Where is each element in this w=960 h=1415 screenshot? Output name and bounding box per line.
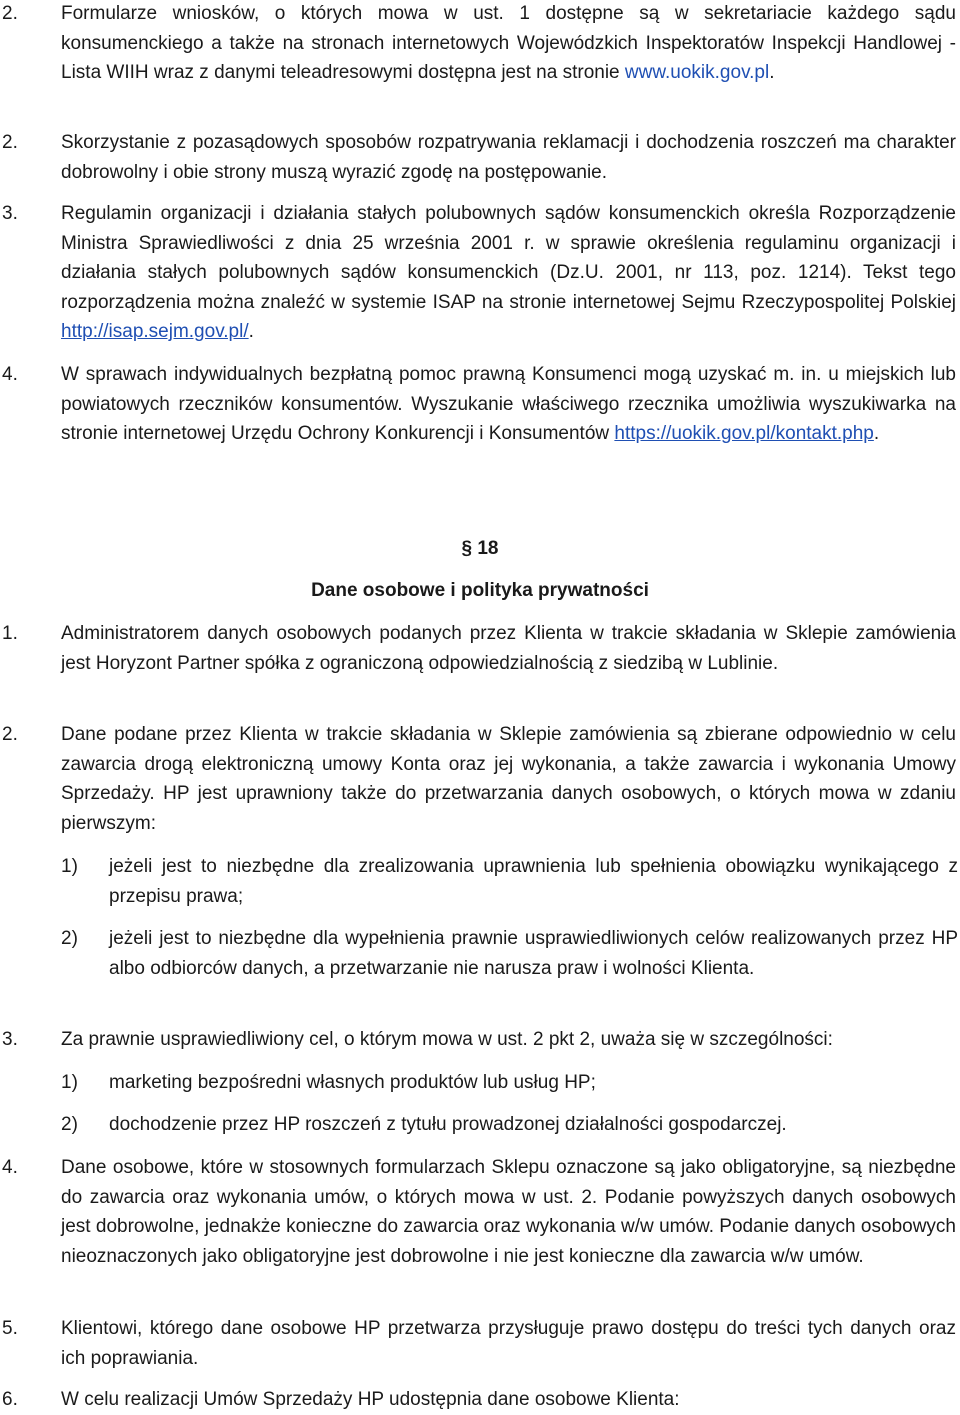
item-number: 6. (2, 1389, 18, 1410)
item-text: Klientowi, którego dane osobowe HP przetwarza przysługuje prawo dostępu do treści tych danych oraz ich poprawiania. (61, 1318, 956, 1369)
item-text-tail: . (769, 62, 775, 83)
item-text-content: W sprawach indywidualnych bezpłatną pomoc prawną Konsumenci mogą uzyskać m. in. u miejskich lub powiatowych rzeczników konsumentów. Wyszukanie właściwego rzecznika umożliwia wyszukiwarka na stronie internetowej Urzędu Ochrony Konkurencji i Konsumentów (61, 364, 956, 444)
item-number: 4. (2, 1157, 18, 1178)
sub-item-text: marketing bezpośredni własnych produktów lub usług HP; (109, 1072, 596, 1093)
item-text: Dane podane przez Klienta w trakcie składania w Sklepie zamówienia są zbierane odpowiednio w celu zawarcia drogą elektroniczną umowy Konta oraz jej wykonania, a także zawarcia i wykonania Umowy Sprzedaży. HP jest uprawniony także do przetwarzania danych osobowych, o których mowa w zdaniu pierwszym: (61, 724, 956, 834)
item-number: 5. (2, 1318, 18, 1339)
item-number: 4. (2, 364, 18, 385)
item-number: 3. (2, 1029, 18, 1050)
item-text-content: Regulamin organizacji i działania stałych polubownych sądów konsumenckich określa Rozporządzenie Ministra Sprawiedliwości z dnia 25 września 2001 r. w sprawie określenia regulaminu organizacji i działania stałych polubownych sądów konsumenckich (Dz.U. 2001, nr 113, poz. 1214). Tekst tego rozporządzenia można znaleźć w systemie ISAP na stronie internetowej Sejmu Rzeczypospolitej Polskiej (61, 203, 956, 313)
section-title: Dane osobowe i polityka prywatności (311, 580, 649, 601)
item-text: Za prawnie usprawiedliwiony cel, o którym mowa w ust. 2 pkt 2, uważa się w szczególności: (61, 1029, 833, 1050)
item-text: Administratorem danych osobowych podanych przez Klienta w trakcie składania w Sklepie zamówienia jest Horyzont Partner spółka z ograniczoną odpowiedzialnością z siedzibą w Lublinie. (61, 623, 956, 674)
uokik-contact-link[interactable]: https://uokik.gov.pl/kontakt.php (614, 423, 874, 444)
sub-item-number: 1) (61, 1072, 78, 1093)
item-text (61, 199, 956, 347)
item-number: 1. (2, 623, 18, 644)
sub-item-text: jeżeli jest to niezbędne dla wypełnienia prawnie usprawiedliwionych celów realizowanych przez HP albo odbiorców danych, a przetwarzanie nie narusza praw i wolności Klienta. (109, 928, 958, 979)
item-text (61, 0, 956, 88)
item-text: Dane osobowe, które w stosownych formularzach Sklepu oznaczone są jako obligatoryjne, są niezbędne do zawarcia oraz wykonania umów, o których mowa w ust. 2. Podanie powyższych danych osobowych jest dobrowolne, jednakże konieczne do zawarcia oraz wykonania w/w umów. Podanie danych osobowych nieoznaczonych jako obligatoryjne jest dobrowolne i nie jest konieczne dla zawarcia w/w umów. (61, 1157, 956, 1267)
item-number: 2. (2, 724, 18, 745)
item-text (61, 360, 956, 449)
sub-item-number: 2) (61, 1114, 78, 1135)
sub-item-text: jeżeli jest to niezbędne dla zrealizowania uprawnienia lub spełnienia obowiązku wynikającego z przepisu prawa; (109, 856, 958, 907)
item-text-content: Formularze wniosków, o których mowa w ust. 1 dostępne są w sekretariacie każdego sądu konsumenckiego a także na stronach internetowych Wojewódzkich Inspektoratów Inspekcji Handlowej - Lista WIIH wraz z danymi teleadresowymi dostępna jest na stronie (61, 3, 956, 83)
item-text-tail: . (248, 321, 254, 342)
uokik-link[interactable]: www.uokik.gov.pl (624, 62, 770, 83)
isap-link[interactable]: http://isap.sejm.gov.pl/ (61, 321, 249, 342)
item-text-tail: . (873, 423, 880, 444)
sub-item-number: 2) (61, 928, 78, 949)
item-number: 3. (2, 203, 18, 224)
item-number: 2. (2, 3, 18, 24)
sub-item-number: 1) (61, 856, 78, 877)
item-text: Skorzystanie z pozasądowych sposobów rozpatrywania reklamacji i dochodzenia roszczeń ma charakter dobrowolny i obie strony muszą wyrazić zgodę na postępowanie. (61, 132, 956, 183)
sub-item-text: dochodzenie przez HP roszczeń z tytułu prowadzonej działalności gospodarczej. (109, 1114, 787, 1135)
item-number: 2. (2, 132, 18, 153)
section-number: § 18 (461, 538, 499, 559)
item-text: W celu realizacji Umów Sprzedaży HP udostępnia dane osobowe Klienta: (61, 1389, 680, 1410)
